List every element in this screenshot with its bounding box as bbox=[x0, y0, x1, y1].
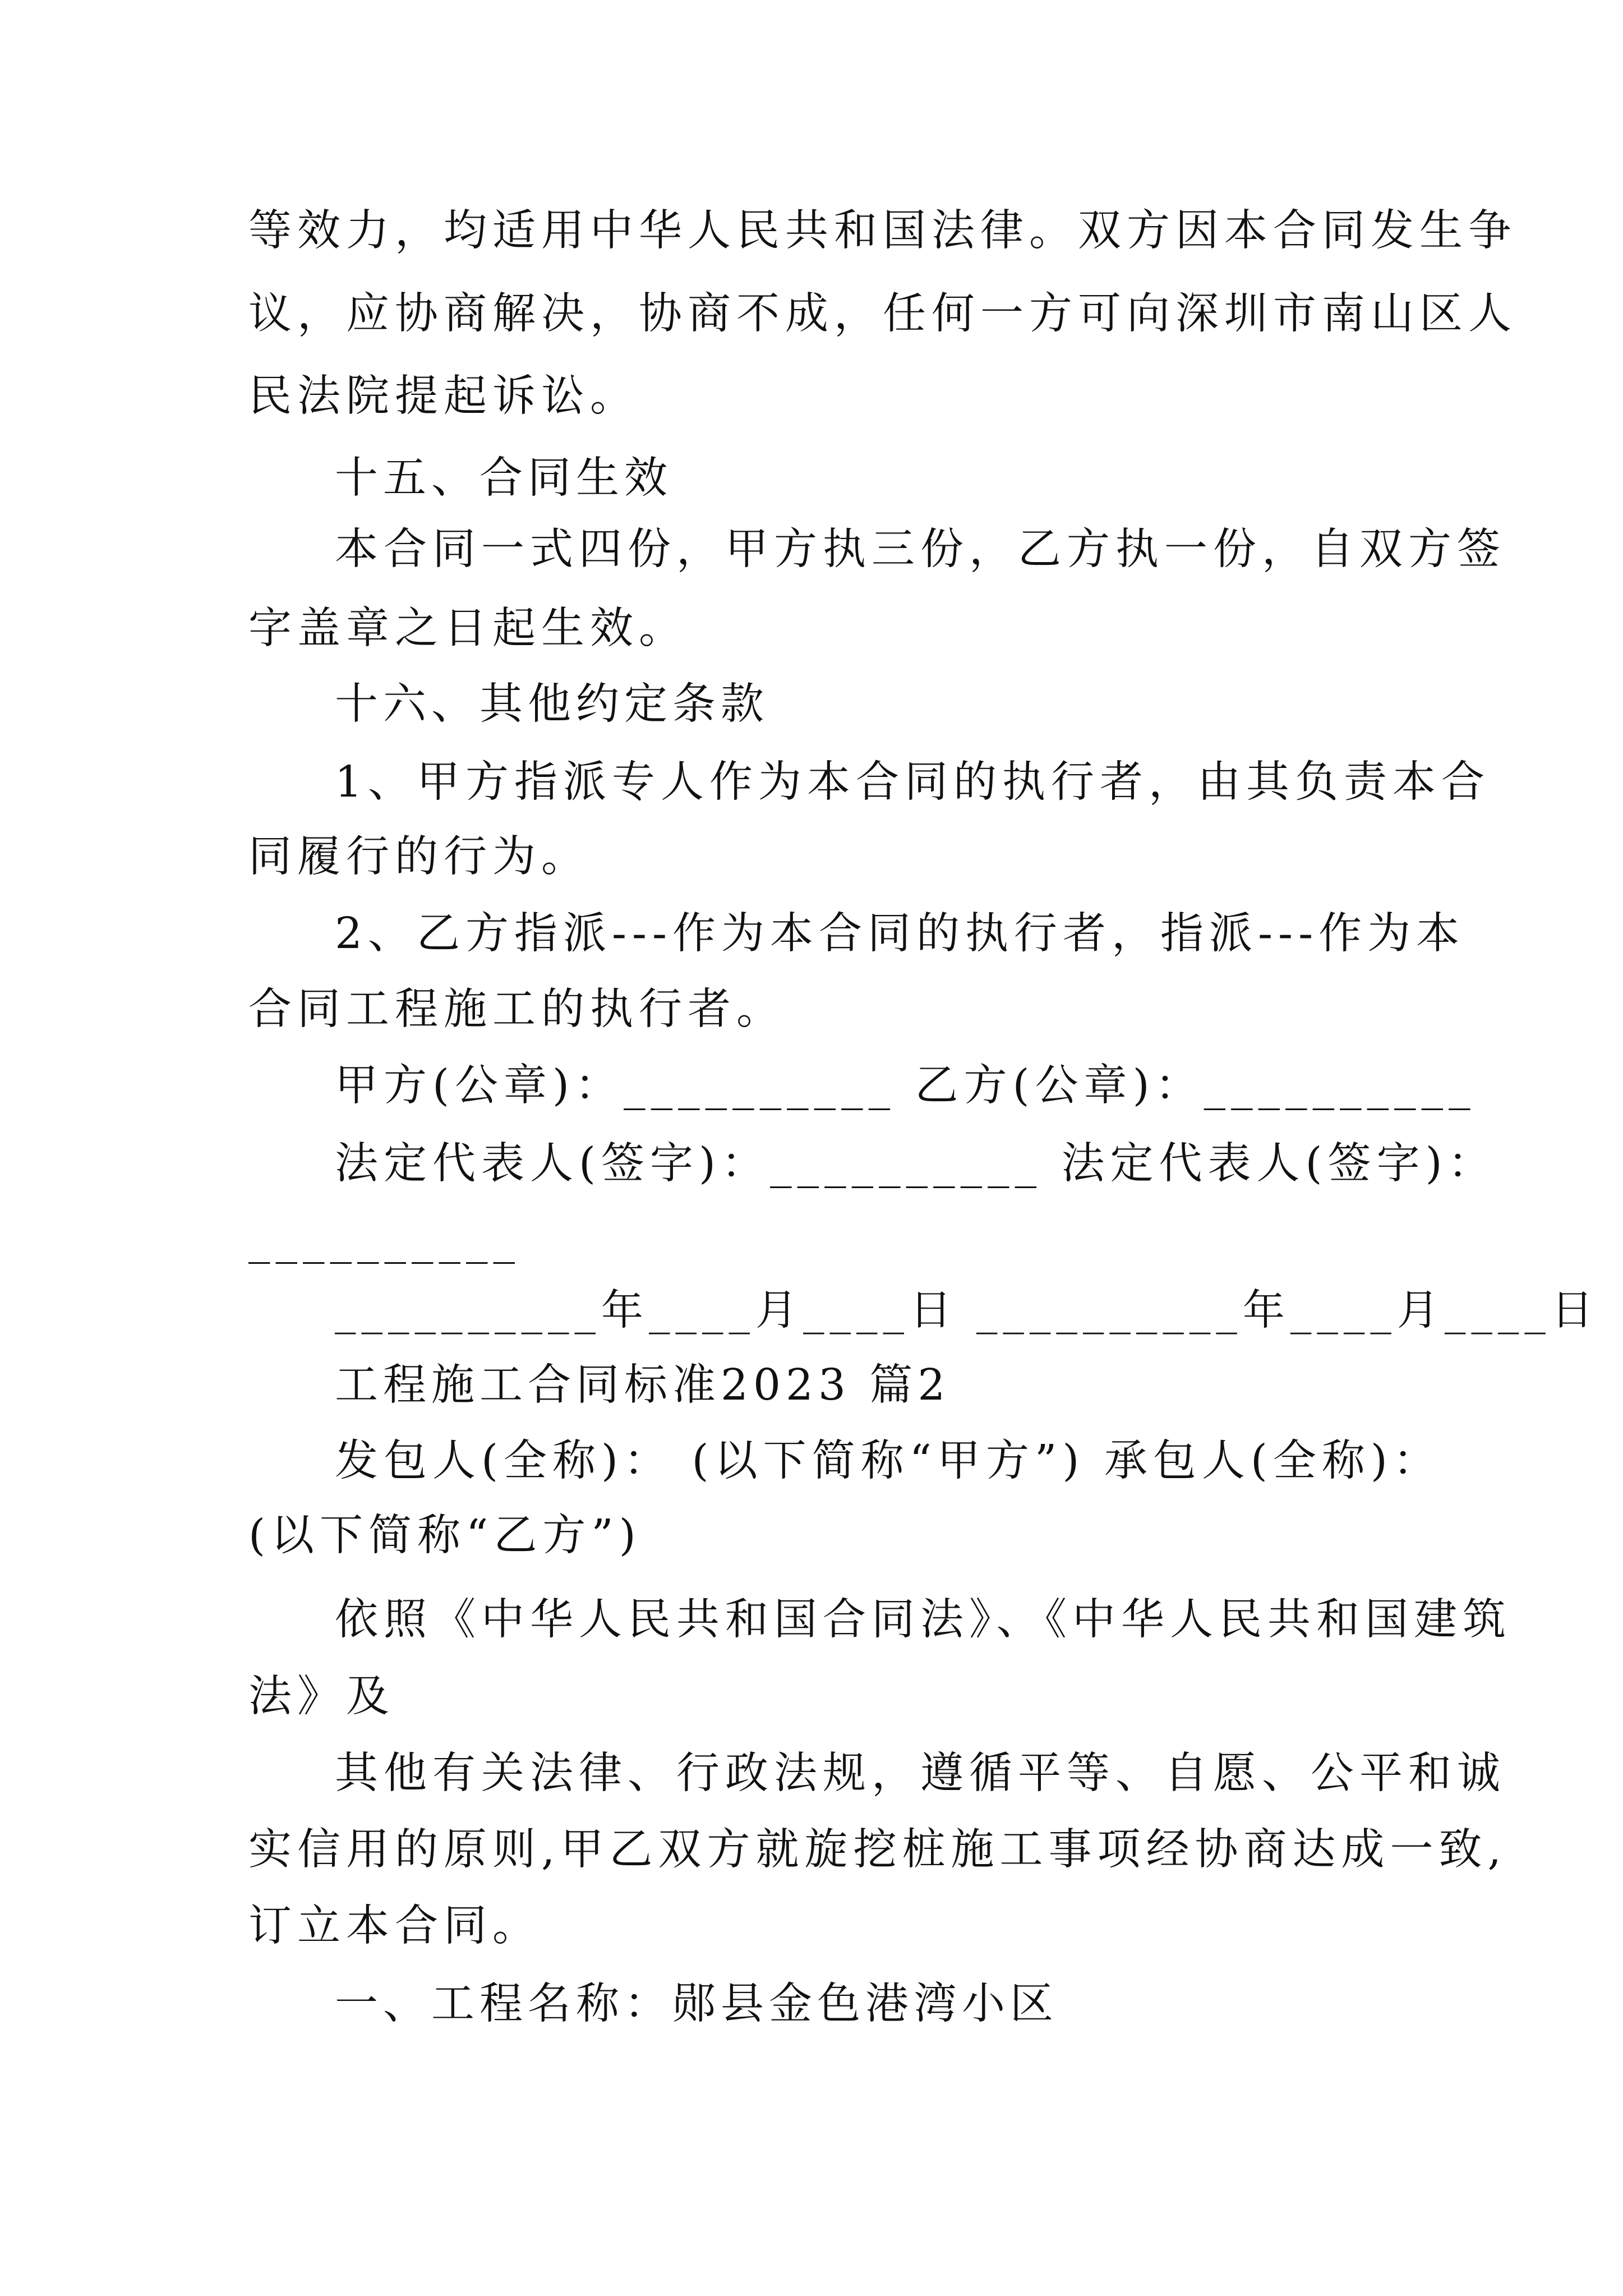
paragraph-line: 议，应协商解决，协商不成，任何一方可向深圳市南山区人 bbox=[248, 289, 1517, 339]
paragraph-line: 其他有关法律、行政法规，遵循平等、自愿、公平和诚 bbox=[335, 1749, 1506, 1798]
signature-line: 法定代表人(签字)：__________ 法定代表人(签字)： bbox=[335, 1139, 1497, 1189]
paragraph-line: 民法院提起诉讼。 bbox=[248, 371, 639, 421]
paragraph-line: 2、乙方指派---作为本合同的执行者，指派---作为本 bbox=[335, 909, 1465, 959]
signature-blank: __________ bbox=[248, 1214, 520, 1264]
paragraph-line: (以下简称“乙方”) bbox=[248, 1511, 642, 1561]
paragraph-line: 法》及 bbox=[248, 1672, 395, 1722]
paragraph-line: 合同工程施工的执行者。 bbox=[248, 984, 785, 1034]
section-heading: 一、工程名称：郧县金色港湾小区 bbox=[335, 1979, 1058, 2029]
section-heading: 十六、其他约定条款 bbox=[335, 679, 769, 729]
signature-line: 甲方(公章)：__________ 乙方(公章)：__________ bbox=[335, 1061, 1476, 1111]
paragraph-line: 依照《中华人民共和国合同法》、《中华人民共和国建筑 bbox=[335, 1595, 1511, 1645]
document-title: 工程施工合同标准2023 篇2 bbox=[335, 1360, 951, 1410]
paragraph-line: 1、甲方指派专人作为本合同的执行者，由其负责本合 bbox=[335, 757, 1490, 807]
paragraph-line: 字盖章之日起生效。 bbox=[248, 604, 688, 654]
paragraph-line: 发包人(全称)： (以下简称“甲方”) 承包人(全称)： bbox=[335, 1436, 1442, 1486]
paragraph-line: 本合同一式四份，甲方执三份，乙方执一份，自双方签 bbox=[335, 524, 1506, 574]
paragraph-line: 同履行的行为。 bbox=[248, 832, 590, 882]
paragraph-line: 实信用的原则,甲乙双方就旋挖桩施工事项经协商达成一致, bbox=[248, 1825, 1507, 1875]
paragraph-line: 订立本合同。 bbox=[248, 1901, 541, 1951]
date-line: __________年____月____日 __________年____月____日 bbox=[335, 1285, 1599, 1335]
section-heading: 十五、合同生效 bbox=[335, 453, 672, 503]
paragraph-line: 等效力，均适用中华人民共和国法律。双方因本合同发生争 bbox=[248, 206, 1517, 256]
